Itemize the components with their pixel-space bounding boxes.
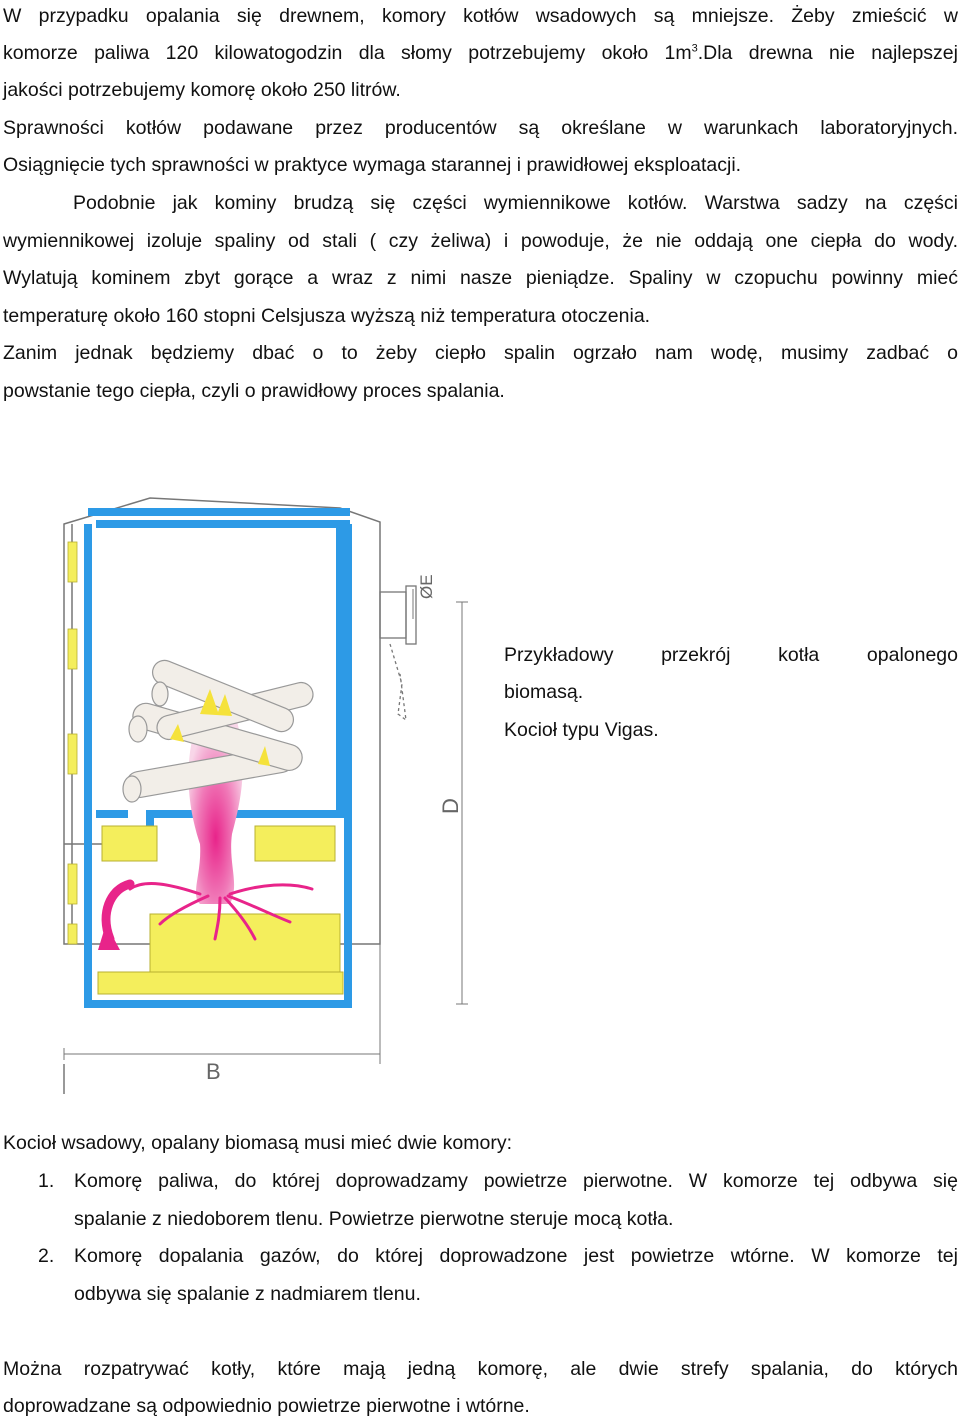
intro-line-2: komorze paliwa 120 kilowatogodzin dla słomy potrzebujemy około $1m^3.Dla$ drewna nie najlepszej [3, 42, 958, 64]
list-number-2: 2. [38, 1245, 55, 1267]
intro-line-7: wymiennikowej izoluje spaliny od stali ( czy żeliwa) i powoduje, że nie oddają one ciepła do wody. [3, 230, 958, 252]
closing-line-1: Można rozpatrywać kotły, które mają jedną komorę, ale dwie strefy spalania, do których [3, 1358, 958, 1380]
figure-caption-line-3: Kocioł typu Vigas. [504, 719, 659, 741]
intro-line-9: temperaturę około 160 stopni Celsjusza wyższą niż temperatura otoczenia. [3, 305, 651, 327]
intro-line-4: Sprawności kotłów podawane przez producentów są określane w warunkach laboratoryjnych. [3, 117, 958, 139]
figure-caption-line-2: biomasą. [504, 681, 584, 703]
superscript-3: 3 [691, 42, 698, 55]
dimension-label-e: ØE [417, 574, 436, 599]
chambers-heading: Kocioł wsadowy, opalany biomasą musi mieć dwie komory: [3, 1132, 513, 1154]
boiler-cross-section-diagram [50, 484, 470, 1099]
list-number-1: 1. [38, 1170, 55, 1192]
list-item-1-line-2: spalanie z niedoborem tlenu. Powietrze pierwotne steruje mocą kotła. [74, 1208, 674, 1230]
closing-line-2: doprowadzane są odpowiednio powietrze pierwotne i wtórne. [3, 1395, 530, 1417]
intro-line-10: Zanim jednak będziemy dbać o to żeby ciepło spalin ogrzało nam wodę, musimy zadbać o [3, 342, 958, 364]
intro-line-5: Osiągnięcie tych sprawności w praktyce wymaga starannej i prawidłowej eksploatacji. [3, 154, 742, 176]
intro-line-3: jakości potrzebujemy komorę około 250 litrów. [3, 79, 401, 101]
dimension-label-d: D [438, 798, 463, 814]
flue-outlet [380, 586, 416, 720]
intro-line-11: powstanie tego ciepła, czyli o prawidłowy proces spalania. [3, 380, 505, 402]
dimension-label-b: B [206, 1059, 221, 1084]
list-item-1-line-1: Komorę paliwa, do której doprowadzamy powietrze pierwotne. W komorze tej odbywa się [74, 1170, 958, 1192]
air-flow-arrow-icon [98, 884, 130, 950]
list-item-2-line-2: odbywa się spalanie z nadmiarem tlenu. [74, 1283, 421, 1305]
figure-caption-line-1: Przykładowy przekrój kotła opalonego [504, 644, 958, 666]
list-item-2-line-1: Komorę dopalania gazów, do której doprowadzone jest powietrze wtórne. W komorze tej [74, 1245, 958, 1267]
intro-line-1: W przypadku opalania się drewnem, komory kotłów wsadowych są mniejsze. Żeby zmieścić w [3, 5, 958, 27]
wood-logs [123, 657, 316, 802]
intro-line-8: Wylatują kominem zbyt gorące a wraz z nimi nasze pieniądze. Spaliny w czopuchu powinny mieć [3, 267, 958, 289]
intro-line-6: Podobnie jak kominy brudzą się części wymiennikowe kotłów. Warstwa sadzy na części [73, 192, 958, 214]
